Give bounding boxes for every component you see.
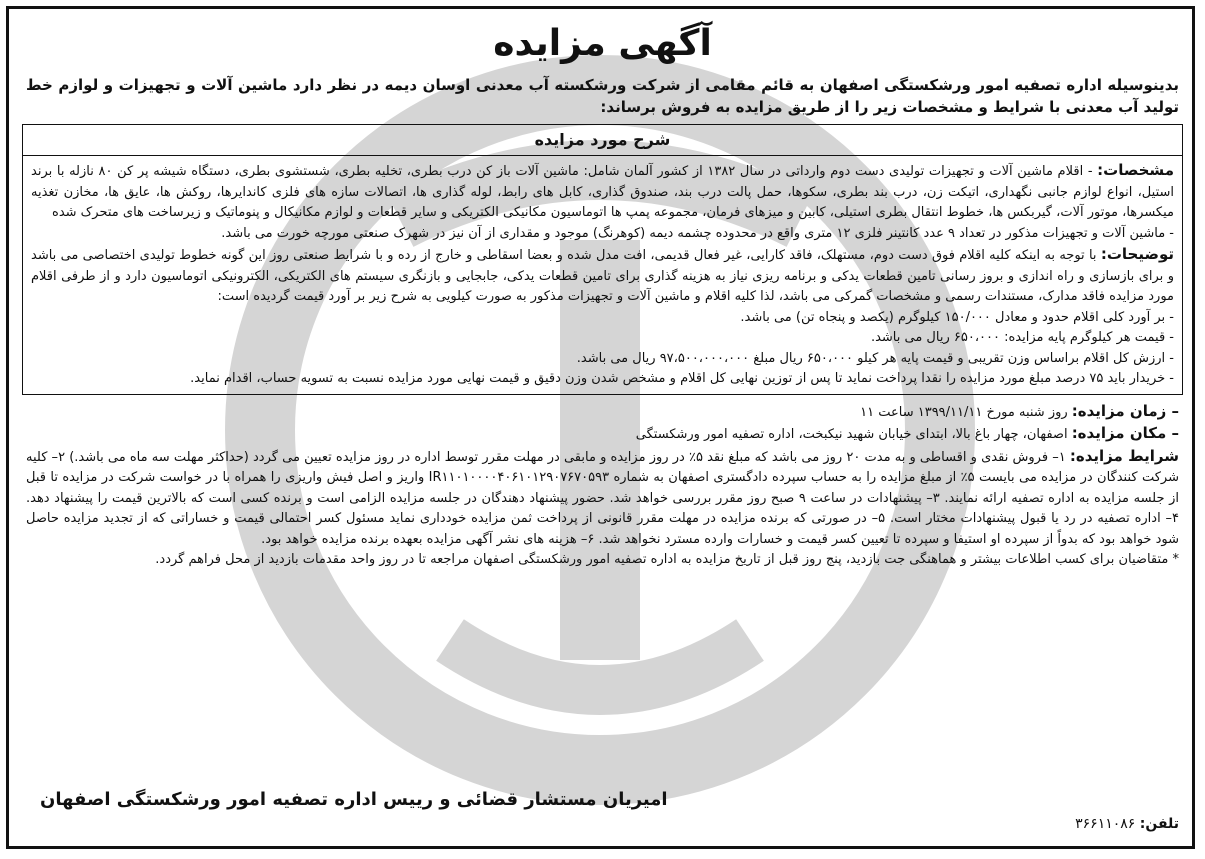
specs-text: - اقلام ماشین آلات و تجهیزات تولیدی دست دوم وارداتی در سال ۱۳۸۲ از کشور آلمان شامل: ماشین آلات باز کن درب بطری، تخلیه بطری، شستشوی بطری، دستگاه شیشه پر کن ۸۰ نازله با برند استیل، انواع لوازم جانبی نگهداری، اتیکت زن، درب بند بطری، سکوها، حمل پالت درب بند، صندوق گذاری، کابل های رابط، لوله گذاری ها، اتصالات سازه های فلزی کاندایرها، روکش ها، عایق ها، مخازن تغذیه میکسرها، موتور آلات، گیربکس ها، خطوط انتقال بطری استیلی، کابین و میزهای فرمان، مجموعه پمپ ها اتوماسیون مکانیکی الکتریکی و سایر قطعات و لوازم مکانیکال و پنوماتیک و زیرساخت های متحرک شده	[31, 164, 1174, 220]
auction-place	[26, 423, 1179, 446]
time-label: – زمان مزایده:	[1071, 401, 1179, 420]
time-text: روز شنبه مورخ ۱۳۹۹/۱۱/۱۱ ساعت ۱۱	[860, 404, 1072, 420]
auction-item-box	[22, 124, 1183, 395]
place-label: – مکان مزایده:	[1071, 424, 1179, 442]
specs-paragraph	[31, 160, 1174, 224]
notes-label: توضیحات:	[1100, 245, 1174, 263]
signer: امیریان مستشار قضائی و رییس اداره تصفیه امور ورشکستگی اصفهان	[40, 789, 668, 810]
notes-paragraph	[31, 244, 1174, 308]
footer	[22, 787, 1183, 837]
auction-time	[26, 401, 1179, 424]
conditions-text: ۱– فروش نقدی و اقساطی و به مدت ۲۰ روز می باشد که مبلغ نقد ۵٪ در روز مزایده و مابقی در مهلت مقرر توسط اداره در روز مزایده تعیین می گردد (حداکثر مهلت سه ماه می باشد.) ۲– کلیه شرکت کنندگان در مزایده می بایست ۵٪ از مبلغ مزایده را به حساب سپرده دادگستری اصفهان به شماره IR۱۱۰۱۰۰۰۰۴۰۶۱۰۱۲۹۰۷۶۷۰۵۹۳ واریز و اصل فیش واریزی را همراه با در خواست شرکت در مزایده تا قبل از جلسه مزایده به اداره تصفیه ارائه نمایند. ۳– پیشنهادات در ساعت ۹ صبح روز مقرر بررسی خواهد شد. حضور پیشنهاد دهندگان در جلسه مزایده الزامی است و برنده کسی است که بالاترین قیمت را پیشنهاد دهد. ۴– اداره تصفیه در رد یا قبول پیشنهادات مختار است. ۵– در صورتی که برنده مزایده در مهلت مقرر قانونی از پرداخت ثمن مزایده خودداری نماید مسئول کسر احتمالی قیمت و خساراتی که از تجدید مزایده حاصل شود خواهد بود که بدواً از سپرده او استیفا و سپرده تا تعیین کسر قیمت و خسارات وارده مسترد نخواهد شد. ۶– هزینه های نشر آگهی مزایده بعهده برنده مزایده خواهد بود.	[26, 449, 1180, 547]
box-title: شرح مورد مزایده	[23, 125, 1182, 156]
phone-value: ۳۶۶۱۱۰۸۶	[1075, 816, 1140, 832]
location-paragraph: - ماشین آلات و تجهیزات مذکور در تعداد ۹ عدد کانتینر فلزی ۱۲ متری واقع در محدوده چشمه دیمه (کوهرنگ) موجود و مقداری از آن نیز در شهرک صنعتی مورچه خورت می باشد.	[221, 225, 1174, 241]
auction-conditions	[26, 446, 1179, 551]
phone-label: تلفن:	[1139, 816, 1179, 832]
conditions-label: شرایط مزایده:	[1069, 446, 1179, 465]
place-text: اصفهان، چهار باغ بالا، ابتدای خیابان شهید نیکبخت، اداره تصفیه امور ورشکستگی	[635, 427, 1072, 442]
visit-note: * متقاضیان برای کسب اطلاعات بیشتر و هماهنگی جت بازدید، پنج روز قبل از تاریخ مزایده به اداره تصفیه امور ورشکستگی اصفهان مراجعه تا در روز واحد مقدمات بازدید از محل فراهم گردد.	[155, 552, 1179, 567]
list-item: - قیمت هر کیلوگرم پایه مزایده: ۶۵۰،۰۰۰ ریال می باشد.	[870, 330, 1174, 345]
phone	[1075, 813, 1179, 835]
list-item: - بر آورد کلی اقلام حدود و معادل ۱۵۰/۰۰۰ کیلوگرم (یکصد و پنجاه تن) می باشد.	[740, 309, 1174, 325]
box-body	[23, 156, 1182, 394]
page-title: آگهی مزایده	[493, 23, 712, 64]
specs-label: مشخصات:	[1097, 161, 1174, 179]
list-item: - ارزش کل اقلام براساس وزن تقریبی و قیمت پایه هر کیلو ۶۵۰،۰۰۰ ریال مبلغ ۹۷،۵۰۰،۰۰۰،۰۰۰ ریال می باشد.	[576, 350, 1174, 366]
content	[22, 16, 1183, 571]
list-item: - خریدار باید ۷۵ درصد مبلغ مورد مزایده را نقدا پرداخت نماید تا پس از توزین نهایی کل اقلام و مشخص شدن وزن دقیق و قیمت نهایی مورد مزایده نسبت به تسویه حساب، اقدام نماید.	[190, 371, 1174, 386]
notes-text: با توجه به اینکه کلیه اقلام فوق دست دوم، مستهلک، فاقد کارایی، غیر فعال قدیمی، افت مدل شده و بعضا اسقاطی و خارج از رده و با شرایط صنعتی روز این گونه خطوط تولیدی اختصاصی می باشد و برای بازسازی و راه اندازی و بروز رسانی تامین قطعات یدکی و برنامه ریزی نیاز به هزینه گذاری برای تامین قطعات یدکی، جابجایی و بازنگری سیستم های الکتریکی، الکترونیکی اتوماسیون دارد و از طرفی اقلام مورد مزایده فاقد مدارک، مستندات رسمی و مشخصات گمرکی می باشد، لذا کلیه اقلام و ماشین آلات و تجهیزات مذکور به صورت کیلویی به شرح زیر بر آورد قیمت گردیده است:	[31, 248, 1174, 304]
intro-paragraph: بدینوسیله اداره تصفیه امور ورشکستگی اصفهان به قائم مقامی از شرکت ورشکسته آب معدنی اوسان دیمه در نظر دارد ماشین آلات و تجهیزات و لوازم خط تولید آب معدنی با شرایط و مشخصات زیر را از طریق مزایده به فروش برساند:	[26, 76, 1179, 116]
auction-details	[26, 401, 1179, 571]
